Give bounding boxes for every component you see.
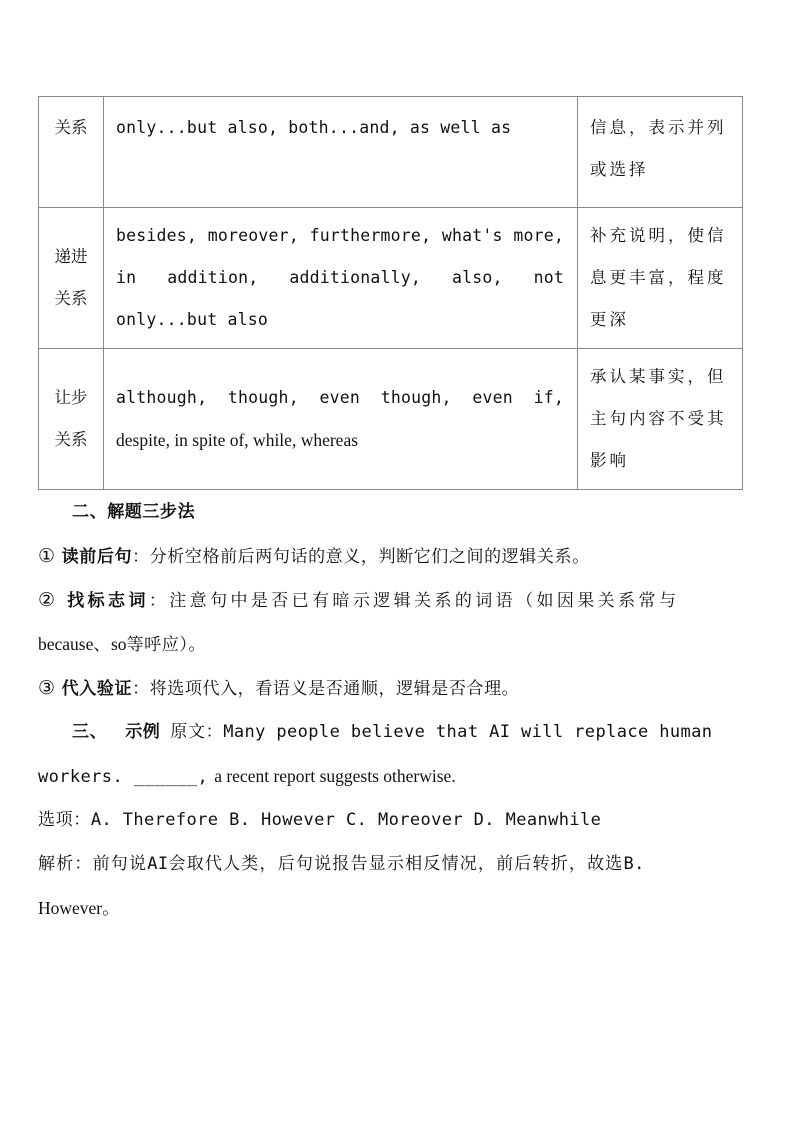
step-marker: ③ [38, 677, 56, 699]
function-text: 影响 [590, 451, 629, 470]
relation-type-text: 关系 [54, 430, 88, 449]
function-text: 承认某事实，但 [590, 367, 727, 386]
step-title: 读前后句 [61, 547, 133, 567]
original-text: workers. ______, [38, 767, 209, 787]
original-text: a recent report suggests otherwise. [214, 766, 456, 786]
table-row [39, 208, 743, 349]
connective-words-text: in addition, additionally, also, not [116, 268, 564, 287]
function-text: 更深 [590, 310, 629, 329]
connective-words-cell [104, 97, 578, 208]
options-text: A. Therefore B. However C. Moreover D. Meanwhile [90, 810, 602, 830]
function-cell [578, 349, 743, 490]
step-text-sep: 、 [93, 635, 111, 655]
section-heading-title: 示例 [125, 722, 161, 742]
relation-type-cell [39, 349, 104, 490]
connective-table [38, 96, 743, 490]
section-heading-number: 三、 [72, 722, 108, 742]
relation-type-text: 关系 [54, 118, 88, 137]
function-text: 主句内容不受其 [590, 409, 727, 428]
options-line [38, 798, 762, 842]
section-heading: 二、解题三步法 [72, 502, 196, 522]
analysis-ai: AI [147, 854, 169, 874]
connective-words-text: besides, moreover, furthermore, what's more, [116, 226, 564, 245]
analysis-answer: B. [623, 854, 645, 874]
example-first-line [38, 710, 762, 754]
step-marker: ② [38, 589, 59, 611]
function-text: 补充说明，使信 [590, 226, 727, 245]
relation-type-cell [39, 97, 104, 208]
step-text-en: because [38, 634, 94, 654]
step-item-continued [38, 622, 762, 667]
connective-words-text: despite, in spite of, while, whereas [116, 430, 359, 450]
step-item [38, 534, 762, 579]
relation-type-cell [39, 208, 104, 349]
step-marker: ① [38, 545, 56, 567]
step-item [38, 578, 762, 623]
relation-type-text: 递进 [54, 247, 88, 266]
step-title: 代入验证 [61, 679, 133, 699]
connective-words-cell [104, 349, 578, 490]
analysis-line-continued [38, 886, 762, 931]
function-text: 信息，表示并列 [590, 118, 727, 137]
connective-words-text: only...but also [116, 310, 269, 329]
original-label: 原文： [170, 722, 224, 742]
analysis-text: However。 [38, 898, 120, 918]
analysis-text: 会取代人类，后句说报告显示相反情况，前后转折，故选 [168, 854, 624, 874]
step-colon: ： [132, 679, 150, 699]
step-item [38, 666, 762, 711]
options-label: 选项： [38, 810, 91, 830]
connective-words-text: although, though, even though, even if, [116, 388, 564, 407]
step-colon: ： [148, 591, 170, 611]
relation-type-text: 关系 [54, 289, 88, 308]
analysis-label: 解析： [38, 854, 93, 874]
original-text: Many people believe that AI will replace human [223, 722, 713, 742]
connective-words-cell [104, 208, 578, 349]
analysis-line [38, 842, 762, 886]
function-cell [578, 97, 743, 208]
connective-words-text: only...but also, both...and, as well as [116, 118, 512, 137]
relation-type-text: 让步 [54, 388, 88, 407]
table-row [39, 349, 743, 490]
function-text: 息更丰富，程度 [590, 268, 727, 287]
step-text-en: so [111, 634, 127, 654]
step-text: 分析空格前后两句话的意义，判断它们之间的逻辑关系。 [149, 547, 590, 567]
analysis-text: 前句说 [92, 854, 148, 874]
step-colon: ： [132, 547, 150, 567]
step-text: 注意句中是否已有暗示逻辑关系的词语（如因果关系常与 [169, 591, 680, 611]
step-text: 等呼应）。 [126, 635, 207, 655]
function-text: 或选择 [590, 160, 649, 179]
example-second-line [38, 754, 762, 799]
step-title: 找标志词 [67, 591, 149, 611]
step-text: 将选项代入，看语义是否通顺，逻辑是否合理。 [149, 679, 520, 699]
table-row [39, 97, 743, 208]
function-cell [578, 208, 743, 349]
